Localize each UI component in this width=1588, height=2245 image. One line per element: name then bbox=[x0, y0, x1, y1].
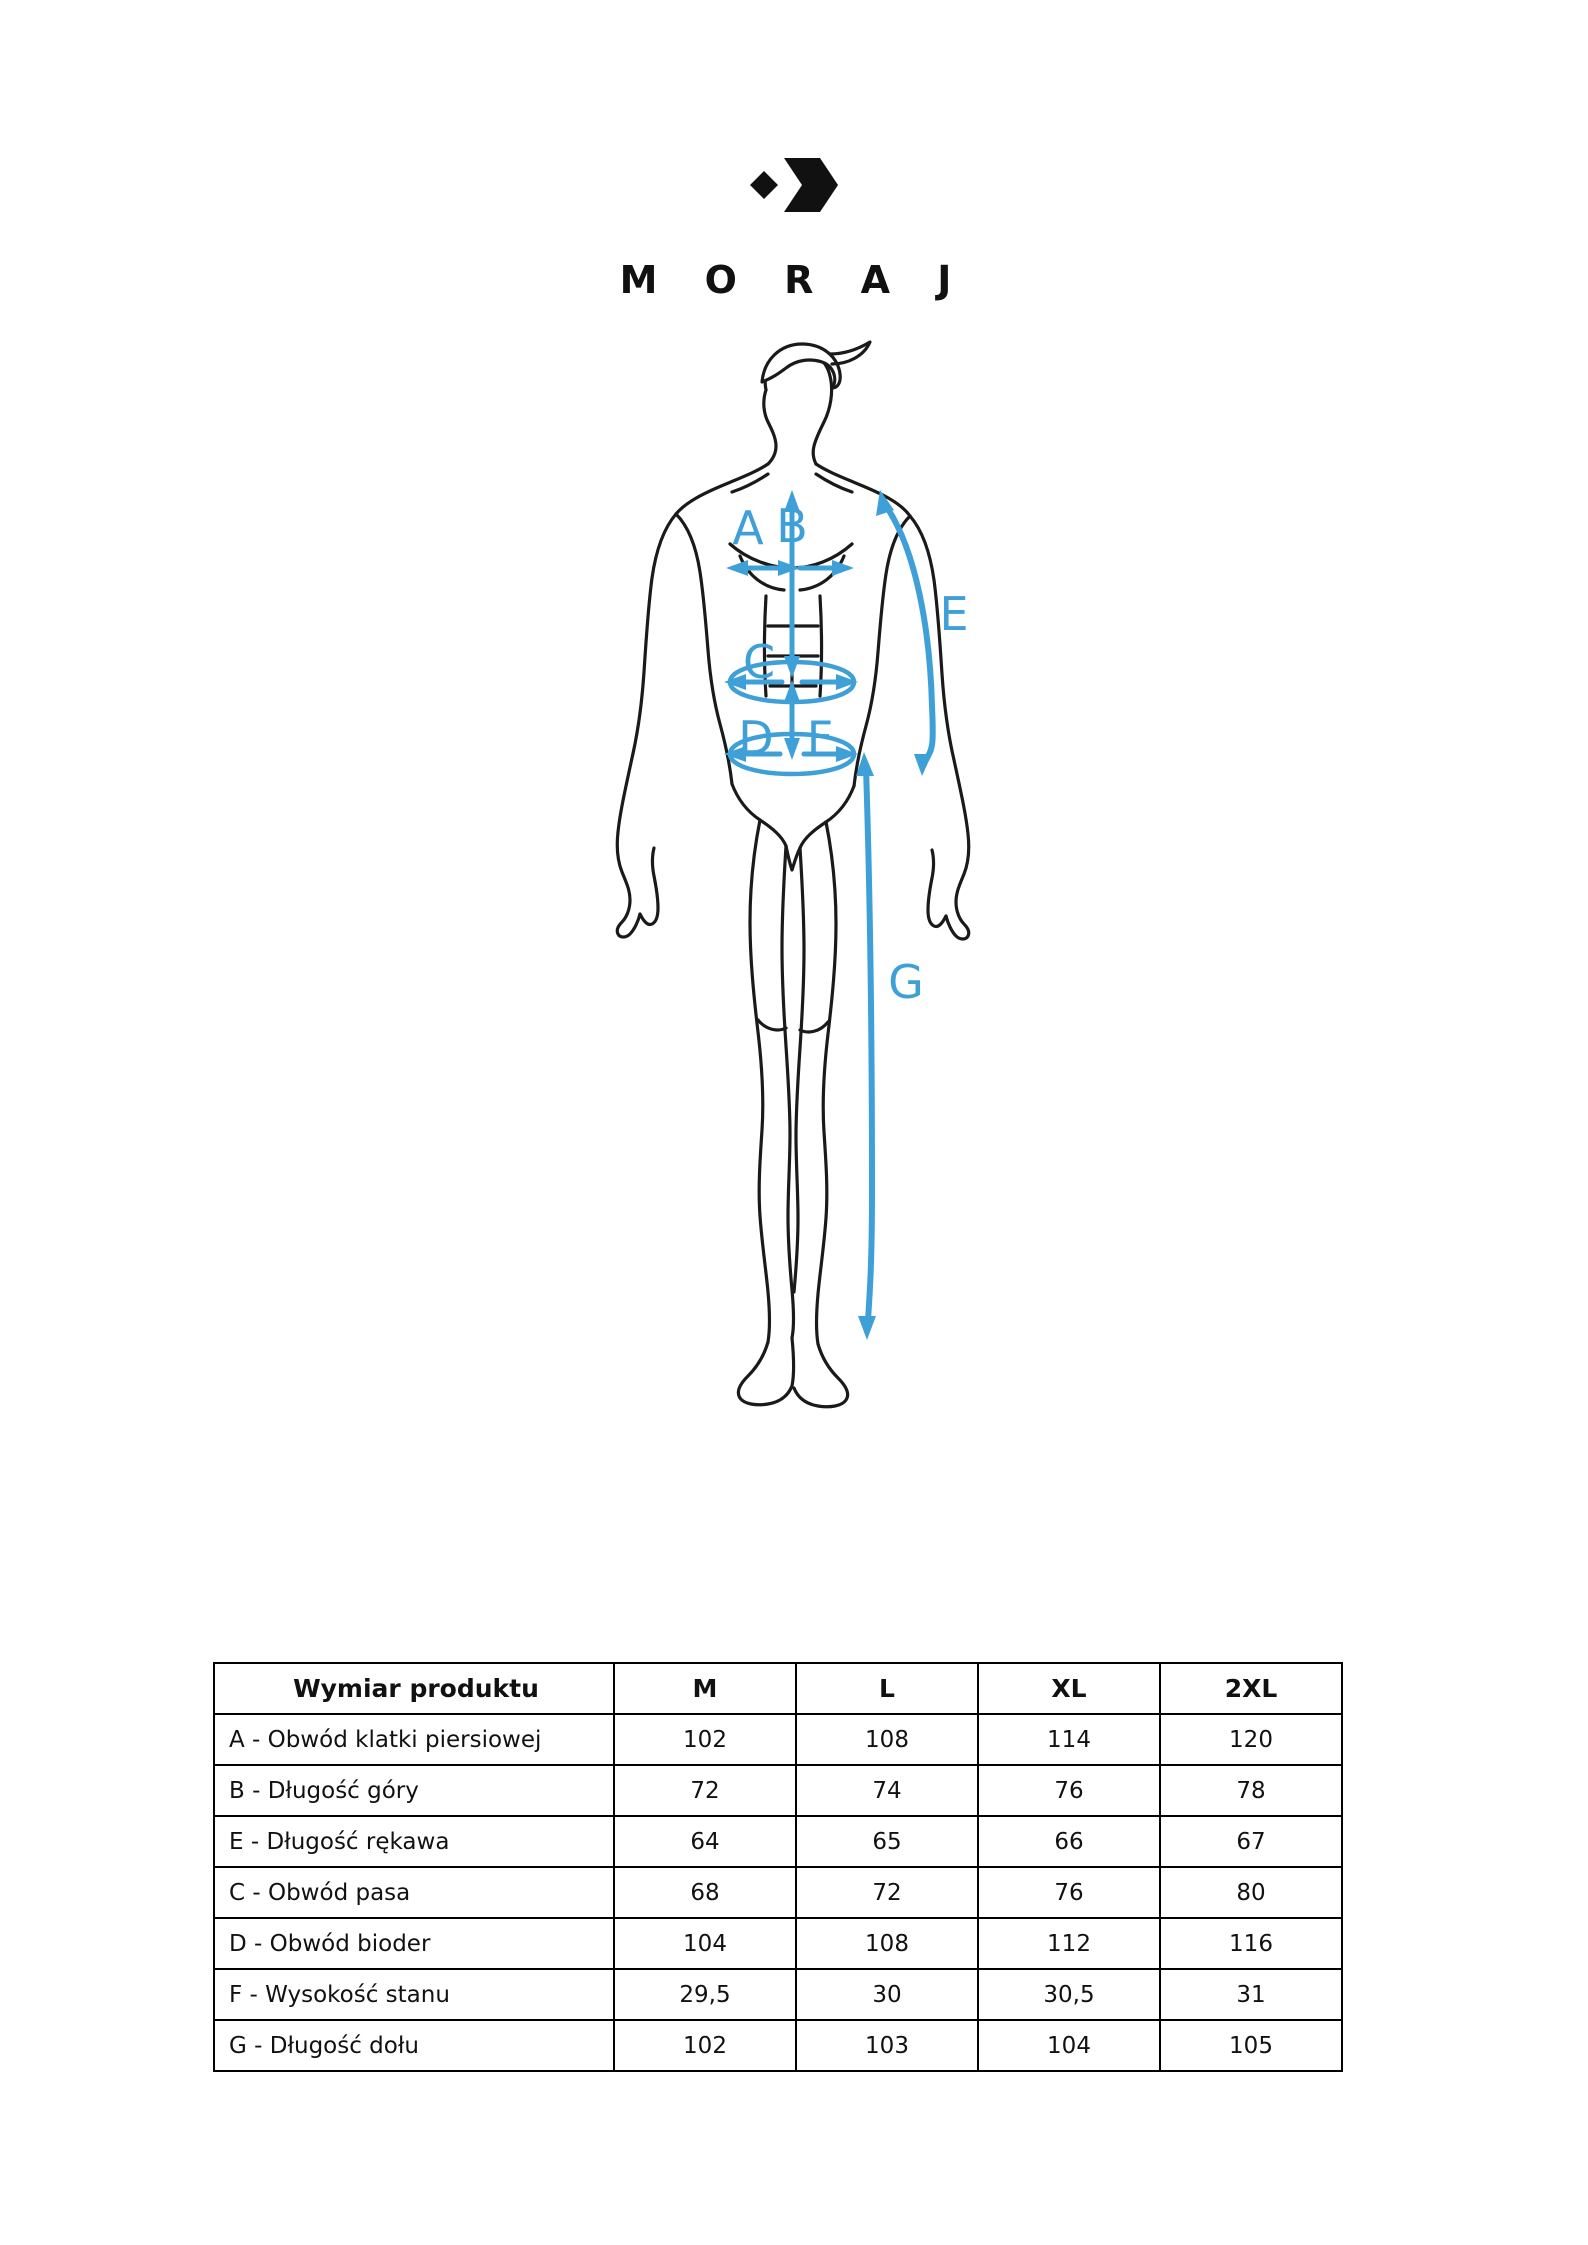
label-g: G bbox=[888, 955, 924, 1009]
cell-m: 29,5 bbox=[614, 1969, 796, 2020]
cell-2xl: 105 bbox=[1160, 2020, 1342, 2071]
cell-2xl: 116 bbox=[1160, 1918, 1342, 1969]
cell-2xl: 120 bbox=[1160, 1714, 1342, 1765]
row-label: E - Długość rękawa bbox=[214, 1816, 614, 1867]
cell-m: 104 bbox=[614, 1918, 796, 1969]
arrow-f bbox=[784, 680, 800, 760]
arrow-e bbox=[876, 490, 933, 776]
cell-xl: 76 bbox=[978, 1765, 1160, 1816]
table-row bbox=[214, 2020, 1342, 2071]
column-header-m: M bbox=[614, 1663, 796, 1714]
table-row bbox=[214, 1969, 1342, 2020]
label-f: F bbox=[806, 711, 834, 765]
size-table-container bbox=[213, 1662, 1343, 2072]
row-label: F - Wysokość stanu bbox=[214, 1969, 614, 2020]
cell-xl: 112 bbox=[978, 1918, 1160, 1969]
cell-xl: 76 bbox=[978, 1867, 1160, 1918]
label-c: C bbox=[742, 635, 776, 689]
cell-m: 102 bbox=[614, 2020, 796, 2071]
cell-l: 30 bbox=[796, 1969, 978, 2020]
table-row bbox=[214, 1918, 1342, 1969]
cell-l: 72 bbox=[796, 1867, 978, 1918]
brand-name: M O R A J bbox=[619, 258, 969, 302]
table-row bbox=[214, 1765, 1342, 1816]
row-label: G - Długość dołu bbox=[214, 2020, 614, 2071]
row-label: A - Obwód klatki piersiowej bbox=[214, 1714, 614, 1765]
body-measurement-diagram bbox=[534, 330, 1054, 1500]
row-label: D - Obwód bioder bbox=[214, 1918, 614, 1969]
cell-xl: 30,5 bbox=[978, 1969, 1160, 2020]
column-header-xl: XL bbox=[978, 1663, 1160, 1714]
column-header-l: L bbox=[796, 1663, 978, 1714]
table-header-row bbox=[214, 1663, 1342, 1714]
cell-2xl: 80 bbox=[1160, 1867, 1342, 1918]
row-label: C - Obwód pasa bbox=[214, 1867, 614, 1918]
cell-m: 102 bbox=[614, 1714, 796, 1765]
row-label: B - Długość góry bbox=[214, 1765, 614, 1816]
cell-m: 68 bbox=[614, 1867, 796, 1918]
cell-l: 103 bbox=[796, 2020, 978, 2071]
brand-header bbox=[0, 150, 1588, 302]
cell-m: 64 bbox=[614, 1816, 796, 1867]
size-table bbox=[213, 1662, 1343, 2072]
cell-l: 74 bbox=[796, 1765, 978, 1816]
label-e: E bbox=[939, 587, 969, 641]
label-a: A bbox=[732, 501, 764, 555]
cell-l: 108 bbox=[796, 1918, 978, 1969]
column-header-measurement: Wymiar produktu bbox=[214, 1663, 614, 1714]
measurement-arrows bbox=[724, 490, 933, 1340]
cell-2xl: 31 bbox=[1160, 1969, 1342, 2020]
arrow-g bbox=[856, 752, 876, 1340]
cell-2xl: 78 bbox=[1160, 1765, 1342, 1816]
moraj-chevron-logo-icon bbox=[734, 150, 854, 220]
label-b: B bbox=[776, 499, 808, 553]
cell-l: 108 bbox=[796, 1714, 978, 1765]
cell-2xl: 67 bbox=[1160, 1816, 1342, 1867]
cell-l: 65 bbox=[796, 1816, 978, 1867]
cell-xl: 66 bbox=[978, 1816, 1160, 1867]
label-d: D bbox=[738, 711, 774, 765]
column-header-2xl: 2XL bbox=[1160, 1663, 1342, 1714]
cell-xl: 114 bbox=[978, 1714, 1160, 1765]
table-row bbox=[214, 1816, 1342, 1867]
cell-xl: 104 bbox=[978, 2020, 1160, 2071]
cell-m: 72 bbox=[614, 1765, 796, 1816]
table-row bbox=[214, 1714, 1342, 1765]
table-row bbox=[214, 1867, 1342, 1918]
